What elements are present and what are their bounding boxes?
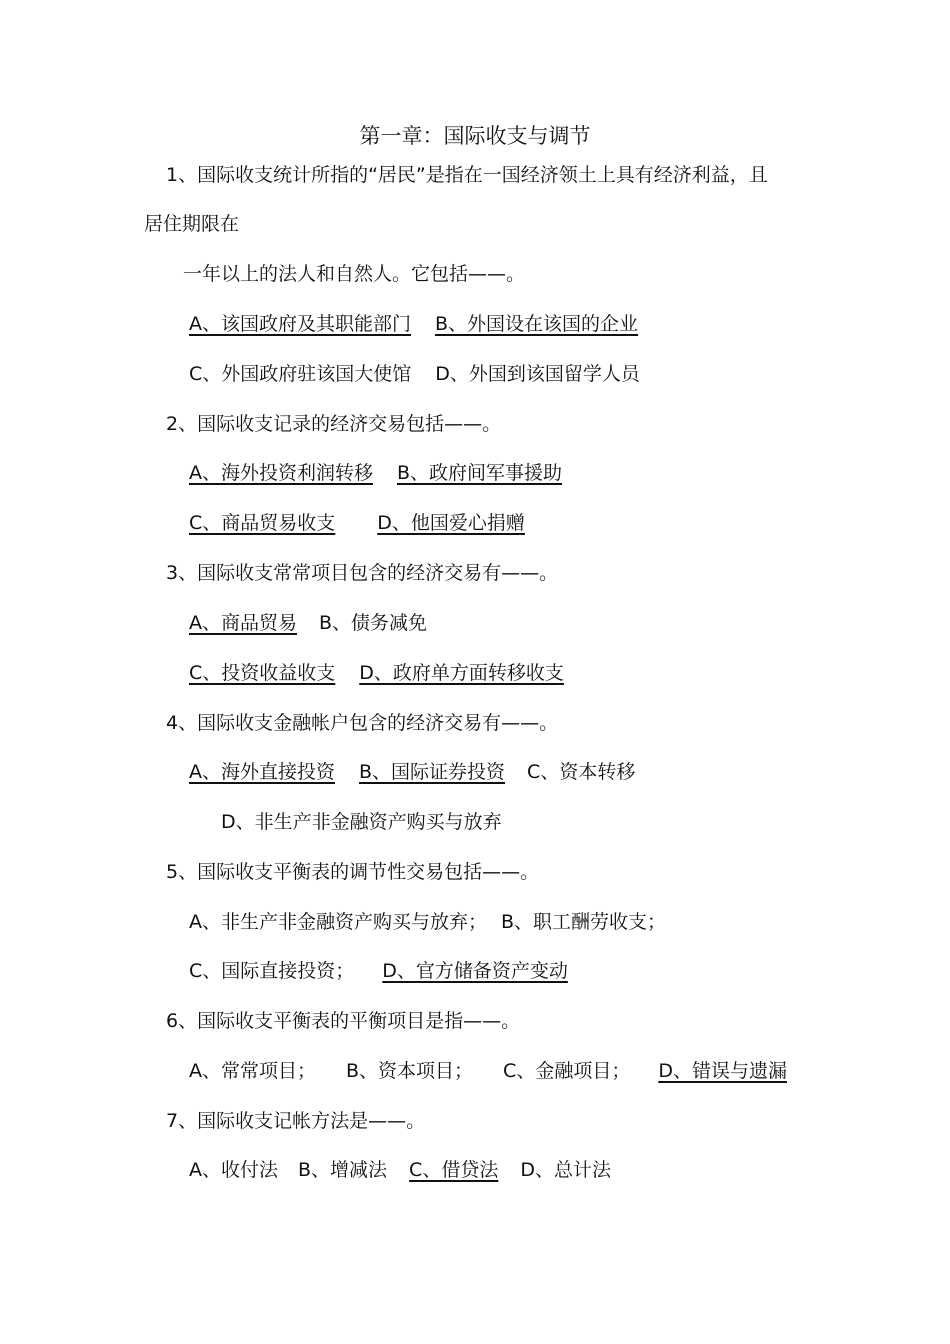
q2-option-b: B、政府间军事援助 — [397, 462, 563, 484]
q3-options-ab — [183, 611, 427, 635]
q2-options-cd — [183, 511, 525, 535]
q3-option-a: A、商品贸易 — [189, 612, 297, 634]
q7-stem: 7、国际收支记帐方法是——。 — [166, 1110, 426, 1132]
q1-stem-line3: 一年以上的法人和自然人。它包括——。 — [183, 263, 526, 285]
q1-option-d: D、外国到该国留学人员 — [435, 363, 640, 385]
q2-options-ab — [183, 461, 562, 485]
q6-option-a: A、常常项目； — [189, 1060, 316, 1082]
q1-stem-line1: 1、国际收支统计所指的“居民”是指在一国经济领土上具有经济利益，且 — [166, 164, 768, 186]
q2-stem: 2、国际收支记录的经济交易包括——。 — [166, 413, 502, 435]
q1-options-ab — [178, 312, 638, 336]
q4-stem: 4、国际收支金融帐户包含的经济交易有——。 — [166, 712, 559, 734]
q3-options-cd — [172, 661, 564, 685]
chapter-title: 第一章：国际收支与调节 — [359, 124, 591, 148]
q3-stem: 3、国际收支常常项目包含的经济交易有——。 — [166, 562, 559, 584]
q7-option-a: A、收付法 — [189, 1159, 278, 1181]
q4-options-abc — [178, 760, 635, 784]
q6-option-b: B、资本项目； — [346, 1060, 474, 1082]
q5-stem: 5、国际收支平衡表的调节性交易包括——。 — [166, 861, 540, 883]
q4-option-c: C、资本转移 — [527, 761, 636, 783]
q5-option-d: D、官方储备资产变动 — [382, 960, 568, 982]
q7-option-b: B、增减法 — [298, 1159, 388, 1181]
q6-option-d: D、错误与遗漏 — [658, 1060, 787, 1082]
q6-stem: 6、国际收支平衡表的平衡项目是指——。 — [166, 1010, 521, 1032]
q4-option-d: D、非生产非金融资产购买与放弃 — [221, 811, 502, 833]
q2-option-c: C、商品贸易收支 — [189, 512, 336, 534]
q3-option-b: B、债务减免 — [319, 612, 428, 634]
q4-option-a: A、海外直接投资 — [189, 761, 335, 783]
q4-option-b: B、国际证券投资 — [359, 761, 506, 783]
q3-option-c: C、投资收益收支 — [189, 662, 336, 684]
q2-option-a: A、海外投资利润转移 — [189, 462, 373, 484]
q7-options — [189, 1158, 611, 1182]
q1-option-a: A、该国政府及其职能部门 B、外国设在该国的企业 — [189, 313, 639, 335]
q1-option-c: C、外国政府驻该国大使馆 — [189, 363, 412, 385]
q6-options — [189, 1059, 787, 1083]
q5-options-ab — [189, 910, 666, 934]
q5-option-b: B、职工酬劳收支； — [501, 911, 667, 933]
q2-option-d: D、他国爱心捐赠 — [377, 512, 525, 534]
q6-option-c: C、金融项目； — [503, 1060, 631, 1082]
q1-stem-line2: 居住期限在 — [144, 213, 240, 235]
q7-option-c: C、借贷法 — [409, 1159, 499, 1181]
q3-option-d: D、政府单方面转移收支 — [359, 662, 564, 684]
q5-options-cd — [189, 959, 568, 983]
q7-option-d: D、总计法 — [520, 1159, 611, 1181]
q5-option-a: A、非生产非金融资产购买与放弃； — [189, 911, 487, 933]
q1-options-cd — [189, 362, 640, 386]
q5-option-c: C、国际直接投资； — [189, 960, 355, 982]
q1-option-b: B、外国设在该国的企业 — [435, 313, 639, 335]
